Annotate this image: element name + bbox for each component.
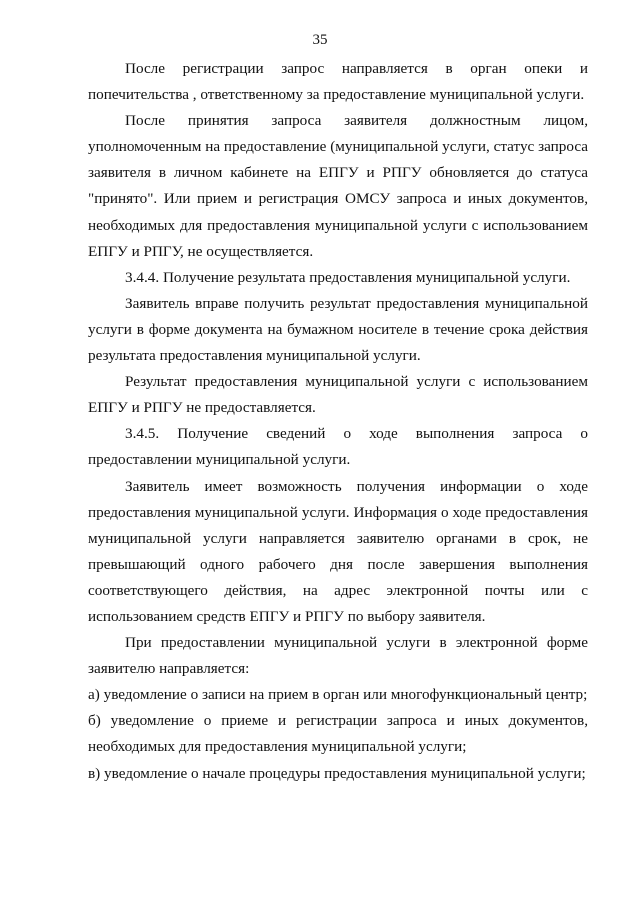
paragraph-result-paper: Заявитель вправе получить результат предоставления муниципальной услуги в форме документа на бумажном носителе в течение срока действия результата предоставления муниципальной услуги. [88,294,588,365]
paragraph-progress-info: Заявитель имеет возможность получения информации о ходе предоставления муниципальной услуги. Информация о ходе предоставления муниципальной услуги направляется заявителю органами в срок, не превышающий одного рабочего дня после завершения выполнения соответствующего действия, на адрес электронной почты или с использованием средств ЕПГУ и РПГУ по выбору заявителя. [88,477,588,625]
section-heading-3-4-5: 3.4.5. Получение сведений о ходе выполнения запроса о предоставлении муниципальной услуги. [88,425,588,469]
list-item-c: в) уведомление о начале процедуры предоставления муниципальной услуги; [88,764,586,782]
paragraph-registration: После регистрации запрос направляется в орган опеки и попечительства , ответственному за предоставление муниципальной услуги. [88,60,588,104]
document-body [88,56,588,787]
section-heading-3-4-4: 3.4.4. Получение результата предоставления муниципальной услуги. [125,268,571,286]
paragraph-result-not-provided: Результат предоставления муниципальной услуги с использованием ЕПГУ и РПГУ не предоставляется. [88,373,588,417]
paragraph-electronic-form: При предоставлении муниципальной услуги в электронной форме заявителю направляется: [88,634,588,678]
page-number: 35 [312,32,328,48]
paragraph-acceptance: После принятия запроса заявителя должностным лицом, уполномоченным на предоставление (муниципальной услуги, статус запроса заявителя в личном кабинете на ЕПГУ и РПГУ обновляется до статуса "принято". Или прием и регистрация ОМСУ запроса и иных документов, необходимых для предоставления муниципальной услуги с использованием ЕПГУ и РПГУ, не осуществляется. [88,112,588,260]
list-item-b: б) уведомление о приеме и регистрации запроса и иных документов, необходимых для предоставления муниципальной услуги; [88,712,588,756]
list-item-a: а) уведомление о записи на прием в орган или многофункциональный центр; [88,686,588,704]
